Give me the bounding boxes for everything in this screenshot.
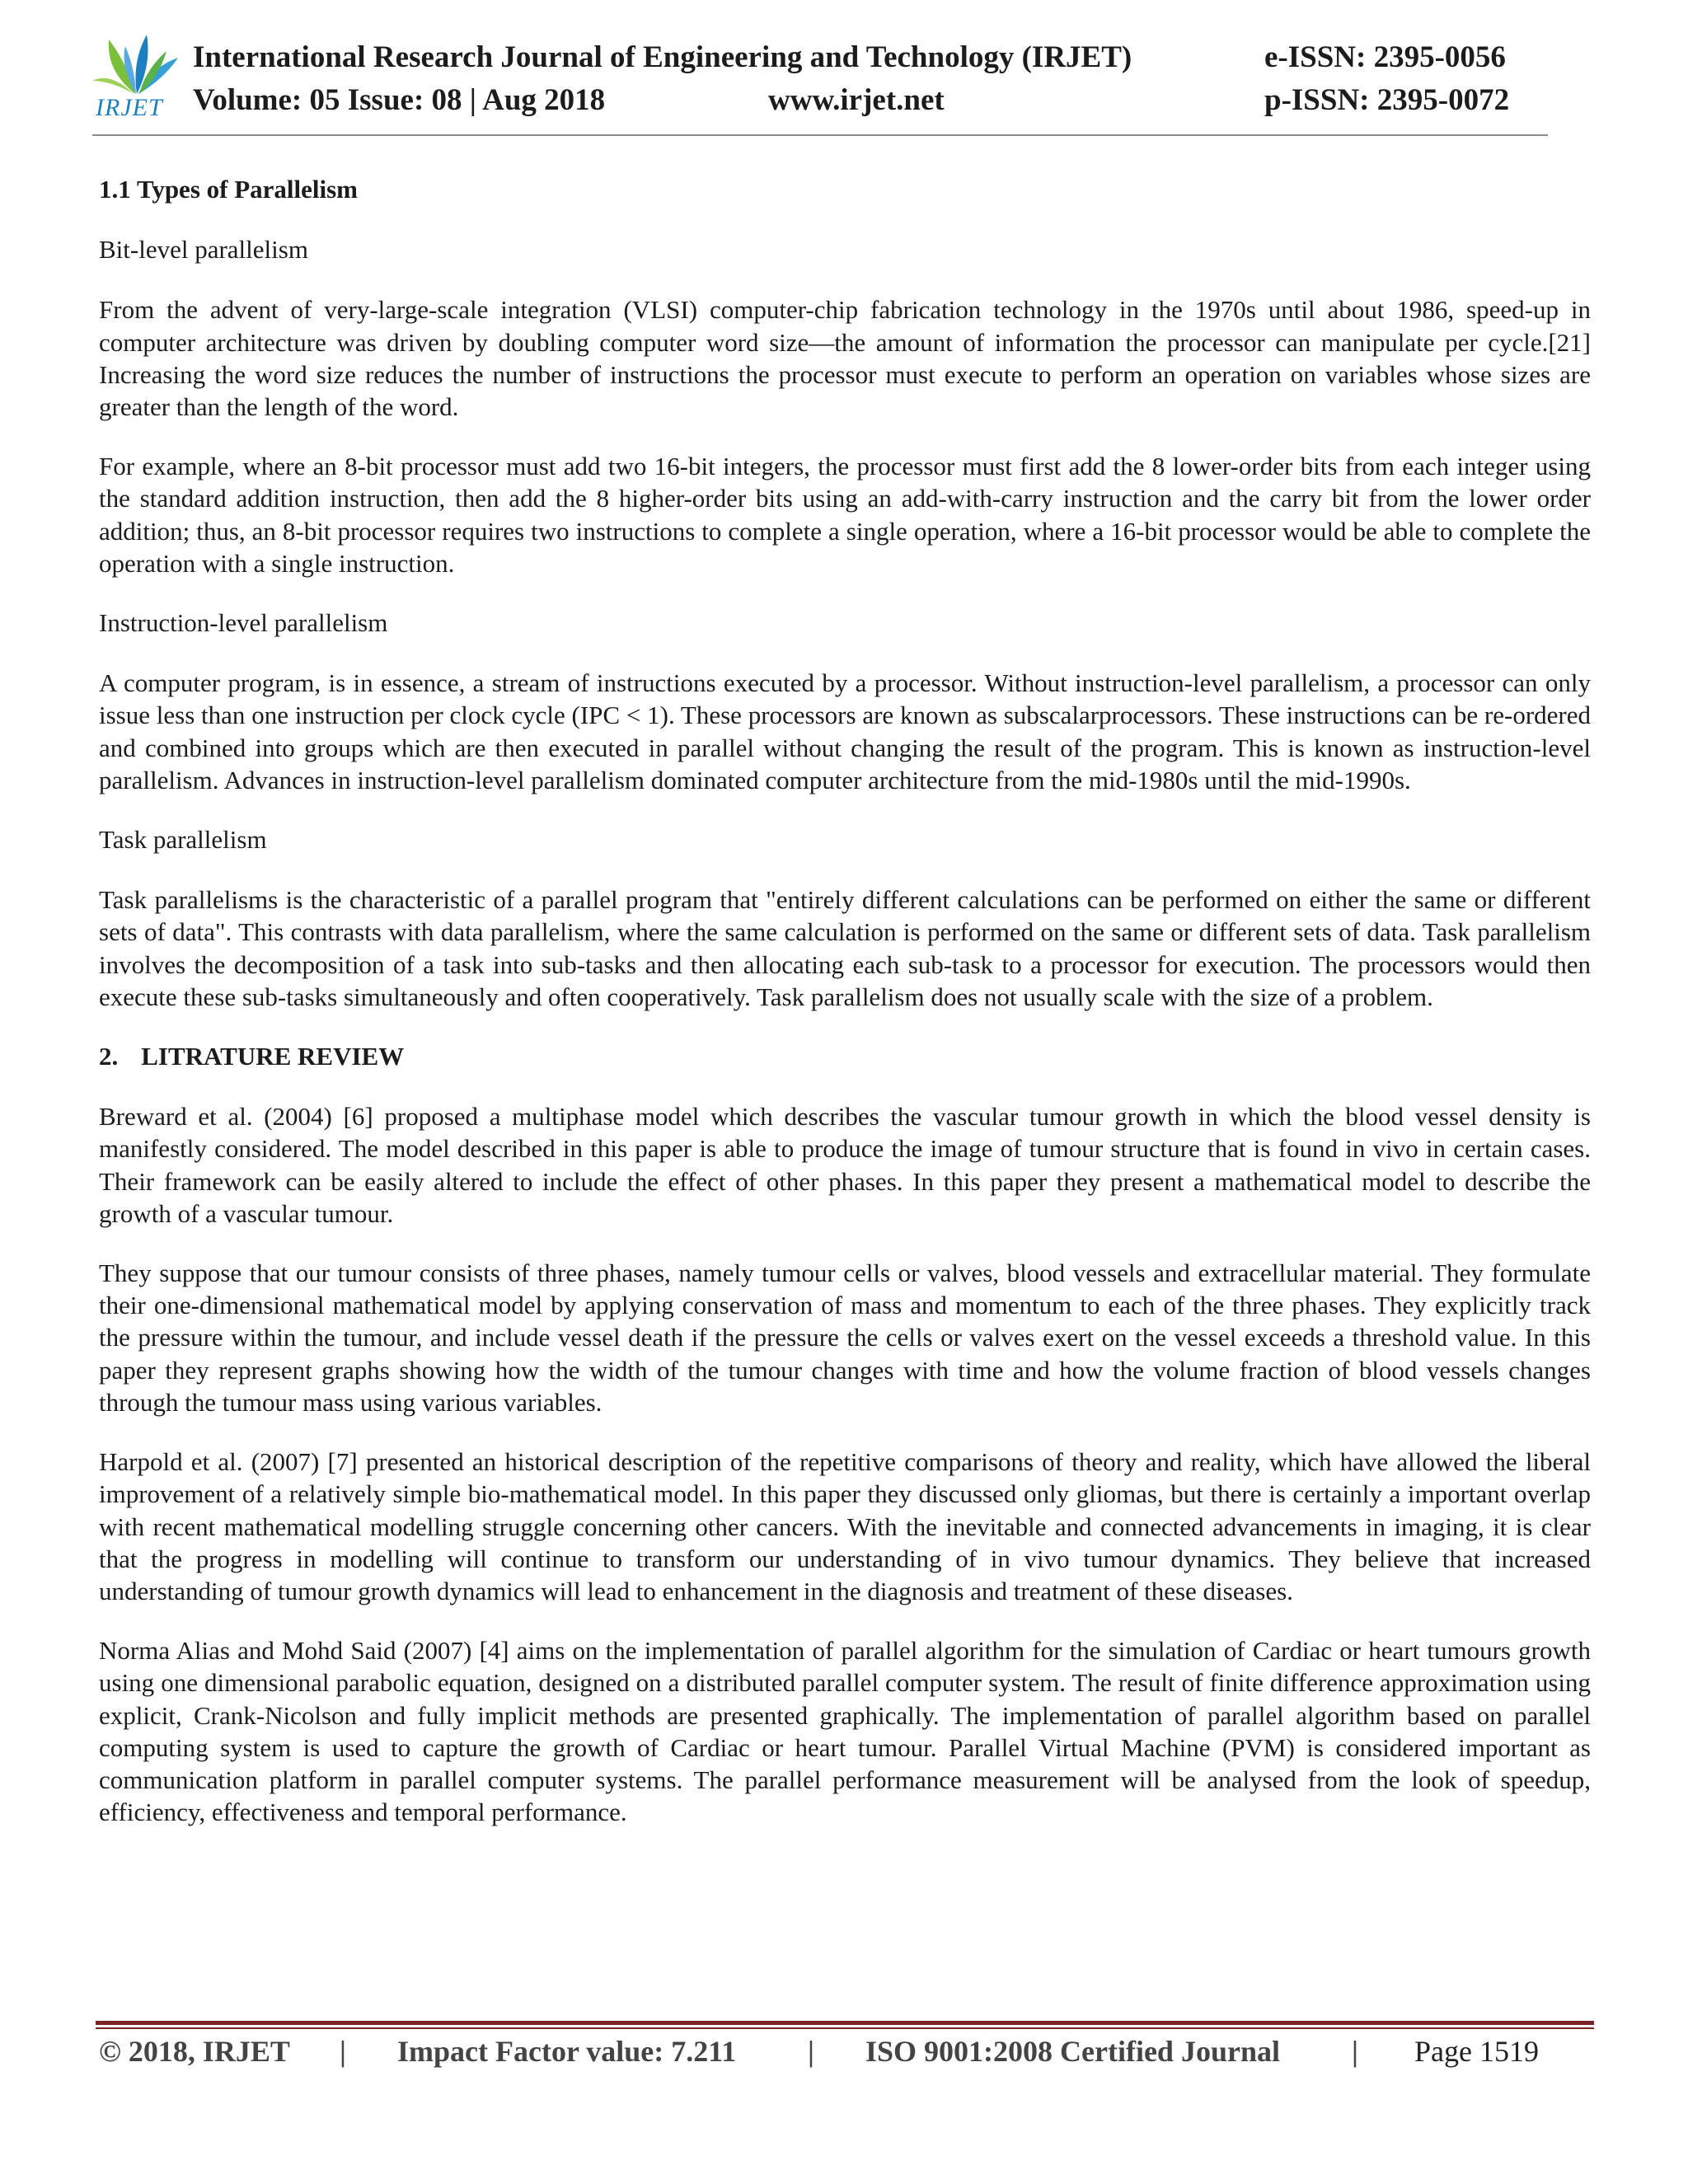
paragraph: They suppose that our tumour consists of three phases, namely tumour cells or valves, blood vessels and extracellular material. They formulate their one-dimensional mathematical model by applying conservation of mass and momentum to each of the three phases. They explicitly track the pressure within the tumour, and include vessel death if the pressure the cells or valves exert on the vessel exceeds a threshold value. In this paper they represent graphs showing how the width of the tumour changes with time and how the volume fraction of blood vessels changes through the tumour mass using various variables. [99,1258,1591,1417]
footer-separator: | [808,2035,814,2068]
paragraph: Task parallelisms is the characteristic of a parallel program that "entirely different calculations can be performed on either the same or different sets of data". This contrasts with data parallelism, where the same calculation is performed on the same or different sets of data. Task parallelism involves the decomposition of a task into sub-tasks and then allocating each sub-task to a processor for execution. The processors would then execute these sub-tasks simultaneously and often cooperatively. Task parallelism does not usually scale with the size of a problem. [99,885,1591,1011]
header-divider [92,134,1548,136]
paragraph: Norma Alias and Mohd Said (2007) [4] aims on the implementation of parallel algorithm for the simulation of Cardiac or heart tumours growth using one dimensional parabolic equation, designed on a distributed parallel computer system. The result of finite difference approximation using explicit, Crank-Nicolson and fully implicit methods are presented graphically. The implementation of parallel algorithm based on parallel computing system is used to capture the growth of Cardiac or heart tumour. Parallel Virtual Machine (PVM) is considered important as communication platform in parallel computer systems. The parallel performance measurement will be analysed from the look of speedup, efficiency, effectiveness and temporal performance. [99,1636,1591,1827]
section-number: 2. [99,1042,119,1071]
website-link[interactable]: www.irjet.net [768,83,945,117]
page-number: Page 1519 [1414,2035,1539,2068]
impact-factor: Impact Factor value: 7.211 [397,2035,737,2068]
paragraph: Harpold et al. (2007) [7] presented an historical description of the repetitive comparisons of theory and reality, which have allowed the liberal improvement of a relatively simple bio-mathematical model. In this paper they discussed only gliomas, but there is certainly a important overlap with recent mathematical modelling struggle concerning other cancers. With the inevitable and connected advancements in imaging, it is clear that the progress in modelling will continue to transform our understanding of in vivo tumour dynamics. They believe that increased understanding of tumour growth dynamics will lead to enhancement in the diagnosis and treatment of these diseases. [99,1447,1591,1605]
footer-divider-thin [96,2027,1594,2029]
iso-certification: ISO 9001:2008 Certified Journal [865,2035,1280,2068]
subsection-heading: Task parallelism [99,825,267,855]
paragraph: From the advent of very-large-scale integration (VLSI) computer-chip fabrication technology in the 1970s until about 1986, speed-up in computer architecture was driven by doubling computer word size—the amount of information the processor can manipulate per cycle.[21] Increasing the word size reduces the number of instructions the processor must execute to perform an operation on variables whose sizes are greater than the length of the word. [99,295,1591,422]
subsection-heading: Instruction-level parallelism [99,608,388,638]
section-heading: 1.1 Types of Parallelism [99,175,358,204]
section-title: LITRATURE REVIEW [141,1042,405,1071]
footer-separator: | [340,2035,346,2068]
e-issn: e-ISSN: 2395-0056 [1264,40,1506,74]
paragraph: A computer program, is in essence, a stream of instructions executed by a processor. Without instruction-level parallelism, a processor can only issue less than one instruction per clock cycle (IPC < 1). These processors are known as subscalarprocessors. These instructions can be re-ordered and combined into groups which are then executed in parallel without changing the result of the program. This is known as instruction-level parallelism. Advances in instruction-level parallelism dominated computer architecture from the mid-1980s until the mid-1990s. [99,668,1591,794]
subsection-heading: Bit-level parallelism [99,235,308,265]
article-body [99,173,1591,1828]
copyright: © 2018, IRJET [99,2035,290,2068]
p-issn: p-ISSN: 2395-0072 [1264,83,1510,117]
section-heading [99,1040,1591,1072]
footer-divider [96,2021,1594,2025]
footer-separator: | [1352,2035,1358,2068]
leaf-logo-icon [92,30,183,96]
paragraph: Breward et al. (2004) [6] proposed a multiphase model which describes the vascular tumour growth in which the blood vessel density is manifestly considered. The model described in this paper is able to produce the image of tumour structure that is found in vivo in certain cases. Their framework can be easily altered to include the effect of other phases. In this paper they present a mathematical model to describe the growth of a vascular tumour. [99,1102,1591,1228]
logo-text: IRJET [96,94,163,121]
journal-title: International Research Journal of Engineering and Technology (IRJET) [193,40,1132,74]
page-footer [99,2034,1599,2083]
page-header [92,30,1546,135]
volume-issue: Volume: 05 Issue: 08 | Aug 2018 [193,83,606,117]
paragraph: For example, where an 8-bit processor must add two 16-bit integers, the processor must first add the 8 lower-order bits from each integer using the standard addition instruction, then add the 8 higher-order bits using an add-with-carry instruction and the carry bit from the lower order addition; thus, an 8-bit processor requires two instructions to complete a single operation, where a 16-bit processor would be able to complete the operation with a single instruction. [99,452,1591,578]
irjet-logo [92,30,183,127]
